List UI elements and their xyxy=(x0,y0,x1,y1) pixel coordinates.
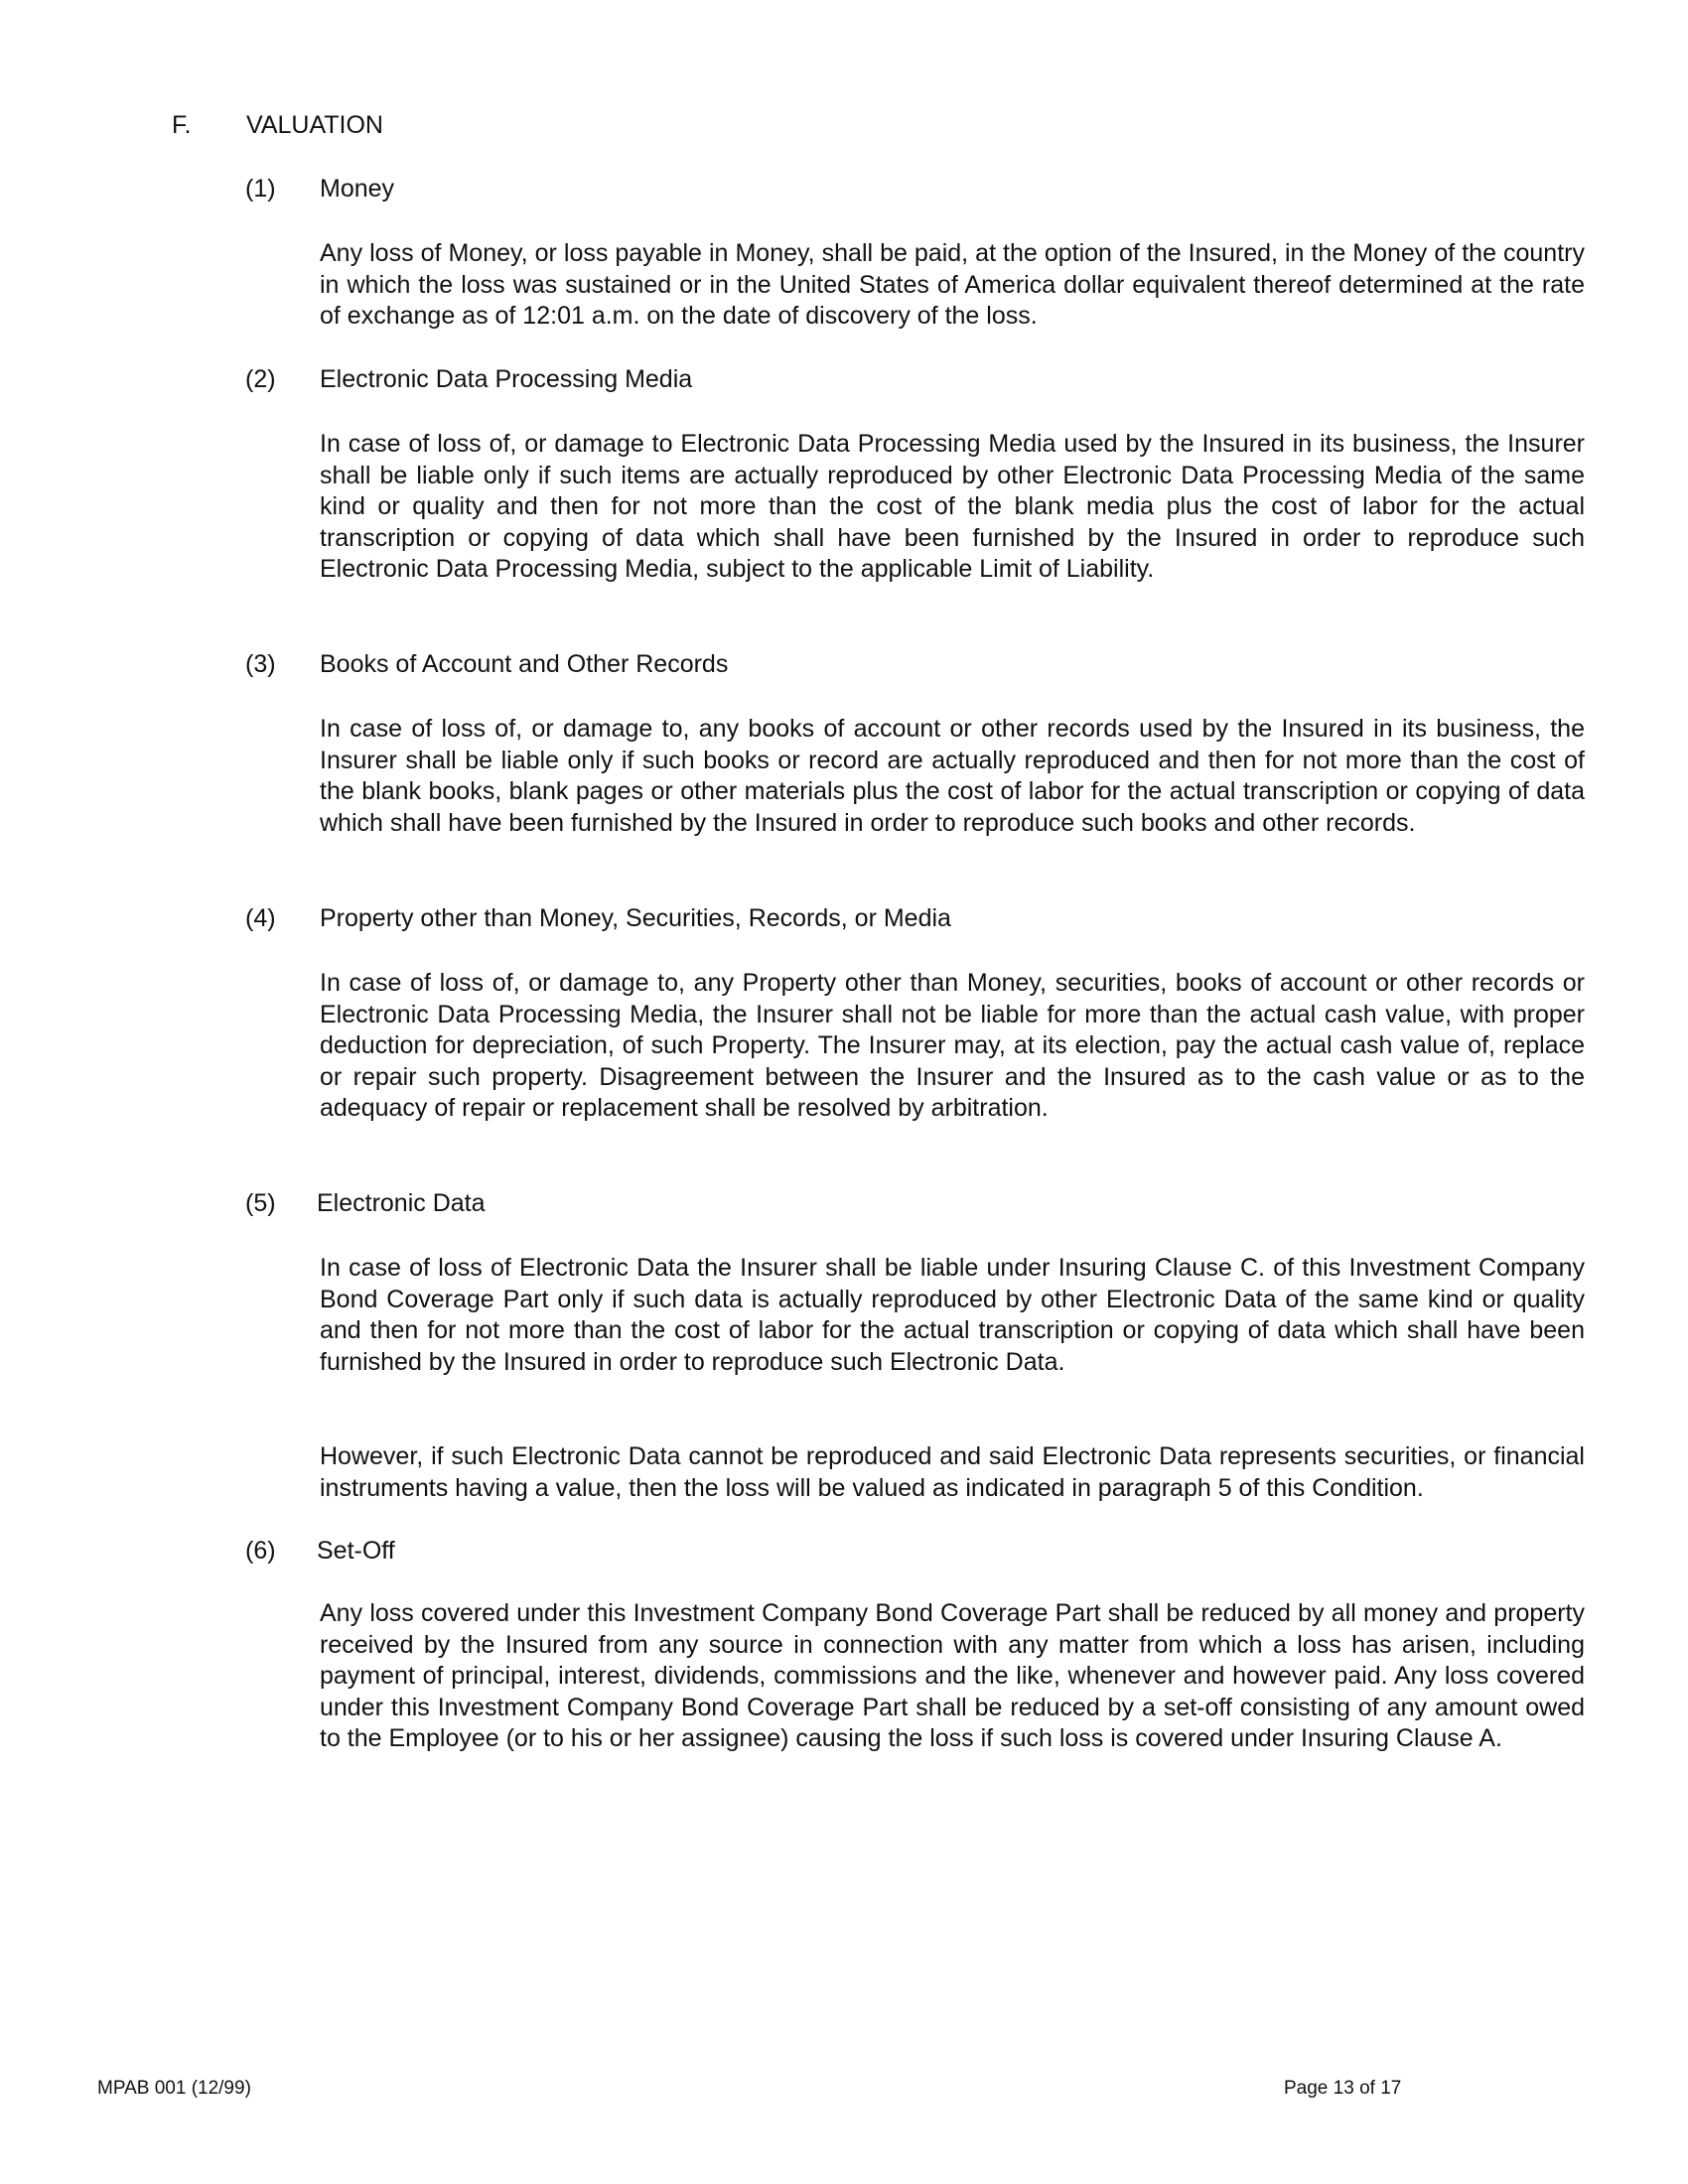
item-number: (2) xyxy=(245,365,276,393)
paragraph-set-off: Any loss covered under this Investment Company Bond Coverage Part shall be reduced by all money and property received by the Insured from any source in connection with any matter from which a loss has arisen, including payment of principal, interest, dividends, commissions and the like, whenever and however paid. Any loss covered under this Investment Company Bond Coverage Part shall be reduced by a set-off consisting of any amount owed to the Employee (or to his or her assignee) causing the loss if such loss is covered under Insuring Clause A. xyxy=(320,1599,1585,1752)
paragraph-books-records: In case of loss of, or damage to, any books of account or other records used by the Insured in its business, the Insurer shall be liable only if such books or record are actually reproduced and then for not more than the cost of the blank books, blank pages or other materials plus the cost of labor for the actual transcription or copying of data which shall have been furnished by the Insured in order to reproduce such books and other records. xyxy=(320,715,1585,837)
item-label: Money xyxy=(320,175,395,203)
paragraph-edp-media: In case of loss of, or damage to Electronic Data Processing Media used by the Insured in its business, the Insurer shall be liable only if such items are actually reproduced by other Electronic Data Processing Media of the same kind or quality and then for not more than the cost of the blank media plus the cost of labor for the actual transcription or copying of data which shall have been furnished by the Insured in order to reproduce such Electronic Data Processing Media, subject to the applicable Limit of Liability. xyxy=(320,430,1585,583)
form-id: MPAB 001 (12/99) xyxy=(97,2078,251,2099)
paragraph-electronic-data: In case of loss of Electronic Data the Insurer shall be liable under Insuring Clause C. of this Investment Company Bond Coverage Part only if such data is actually reproduced by other Electronic Data of the same kind or quality and then for not more than the cost of labor for the actual transcription or copying of data which shall have been furnished by the Insured in order to reproduce such Electronic Data. xyxy=(320,1254,1585,1376)
item-number: (5) xyxy=(245,1189,276,1217)
item-label: Set-Off xyxy=(317,1537,395,1565)
item-label: Electronic Data xyxy=(317,1189,486,1217)
item-number: (3) xyxy=(245,650,276,678)
section-letter: F. xyxy=(172,111,192,139)
item-number: (6) xyxy=(245,1537,276,1565)
paragraph-other-property: In case of loss of, or damage to, any Property other than Money, securities, books of account or other records or Electronic Data Processing Media, the Insurer shall not be liable for more than the actual cash value, with proper deduction for depreciation, of such Property. The Insurer may, at its election, pay the actual cash value of, replace or repair such property. Disagreement between the Insurer and the Insured as to the cash value or as to the adequacy of repair or replacement shall be resolved by arbitration. xyxy=(320,969,1585,1122)
section-title: VALUATION xyxy=(246,111,383,139)
item-number: (1) xyxy=(245,175,276,203)
item-label: Property other than Money, Securities, Records, or Media xyxy=(320,904,951,932)
item-number: (4) xyxy=(245,904,276,932)
item-label: Books of Account and Other Records xyxy=(320,650,729,678)
paragraph-money: Any loss of Money, or loss payable in Money, shall be paid, at the option of the Insured, in the Money of the country in which the loss was sustained or in the United States of America dollar equivalent thereof determined at the rate of exchange as of 12:01 a.m. on the date of discovery of the loss. xyxy=(320,239,1585,330)
page-number: Page 13 of 17 xyxy=(1284,2078,1402,2099)
item-label: Electronic Data Processing Media xyxy=(320,365,693,393)
paragraph-electronic-data-valuation: However, if such Electronic Data cannot be reproduced and said Electronic Data represents securities, or financial instruments having a value, then the loss will be valued as indicated in paragraph 5 of this Condition. xyxy=(320,1442,1585,1502)
